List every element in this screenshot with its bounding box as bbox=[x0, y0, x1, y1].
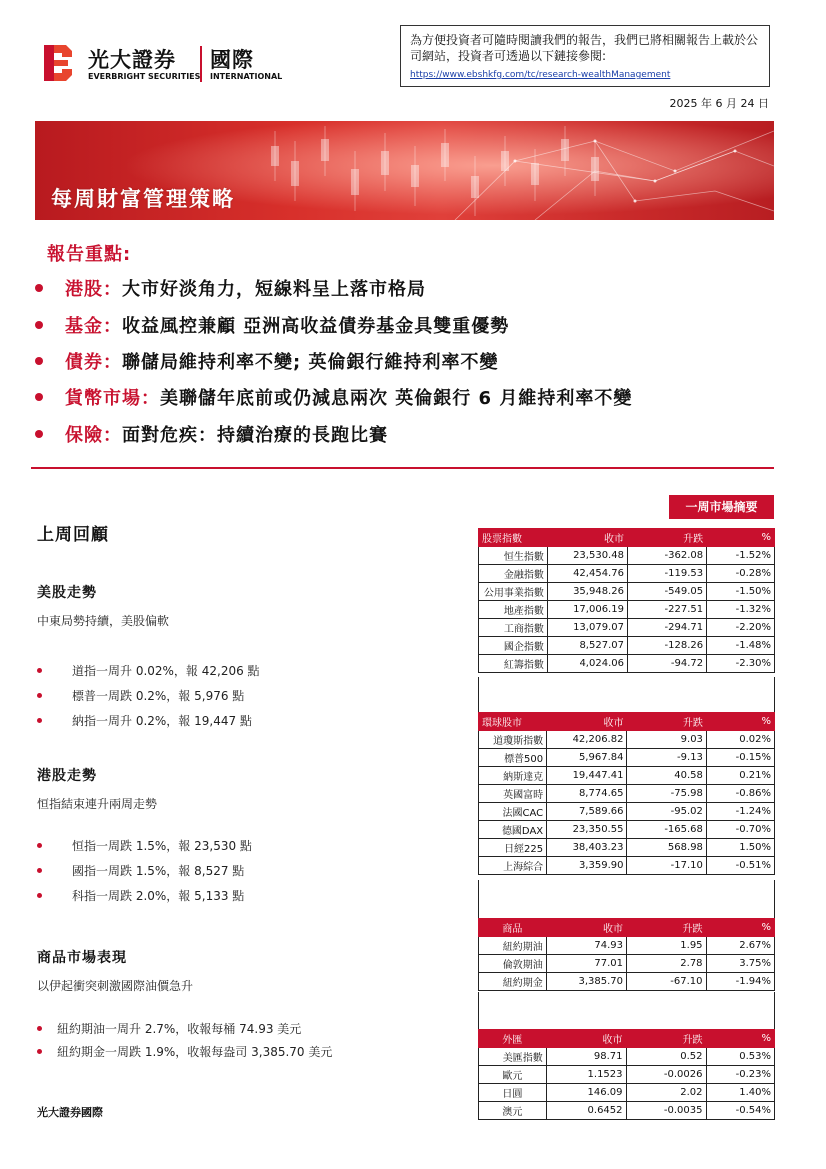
research-link[interactable]: https://www.ebshkfg.com/tc/research-wealthManagement bbox=[410, 70, 671, 80]
table-row: 歐元 1.1523 -0.0026 -0.23% bbox=[479, 1066, 775, 1084]
table-row: 德國DAX 23,350.55 -165.68 -0.70% bbox=[479, 821, 775, 839]
table-row: 倫敦期油 77.01 2.78 3.75% bbox=[479, 955, 775, 973]
hk-bullet: 科指一周跌 2.0%，報 5,133 點 bbox=[37, 887, 244, 904]
commodity-bullet: 紐約期金一周跌 1.9%，收報每盎司 3,385.70 美元 bbox=[37, 1043, 332, 1060]
hk-index-table bbox=[478, 528, 775, 673]
table-row: 美匯指數 98.71 0.52 0.53% bbox=[479, 1048, 775, 1066]
highlights-title: 報告重點: bbox=[47, 244, 132, 265]
section-divider bbox=[31, 467, 774, 469]
table-row: 道瓊斯指數 42,206.82 9.03 0.02% bbox=[479, 731, 775, 749]
highlight-category: 基金： bbox=[65, 316, 122, 337]
table-spacer bbox=[478, 880, 775, 918]
table-row: 公用事業指數 35,948.26 -549.05 -1.50% bbox=[479, 583, 775, 601]
commodity-bullet: 紐約期油一周升 2.7%，收報每桶 74.93 美元 bbox=[37, 1020, 301, 1037]
us-bullet: 納指一周升 0.2%，報 19,447 點 bbox=[37, 712, 252, 729]
logo-cn-right: 國際 bbox=[210, 48, 254, 72]
highlight-item bbox=[35, 421, 388, 447]
table-row: 恒生指數 23,530.48 -362.08 -1.52% bbox=[479, 547, 775, 565]
review-title: 上周回顧 bbox=[37, 525, 109, 545]
highlight-text: 收益風控兼顧 亞洲高收益債券基金具雙重優勢 bbox=[122, 316, 510, 337]
table-header-row: 環球股市 收市 升跌 % bbox=[479, 713, 775, 731]
table-spacer bbox=[478, 992, 775, 1029]
table-row: 紅籌指數 4,024.06 -94.72 -2.30% bbox=[479, 655, 775, 673]
logo-en-right: INTERNATIONAL bbox=[210, 72, 283, 81]
bullet-dot bbox=[35, 393, 43, 401]
table-row: 國企指數 8,527.07 -128.26 -1.48% bbox=[479, 637, 775, 655]
global-index-table bbox=[478, 712, 775, 875]
everbright-logo-icon bbox=[40, 43, 76, 83]
bullet-dot bbox=[35, 430, 43, 438]
table-row: 金融指數 42,454.76 -119.53 -0.28% bbox=[479, 565, 775, 583]
highlight-category: 貨幣市場： bbox=[65, 388, 160, 409]
banner-title: 每周財富管理策略 bbox=[51, 187, 235, 211]
report-date: 2025 年 6 月 24 日 bbox=[669, 97, 769, 110]
table-row: 日圓 146.09 2.02 1.40% bbox=[479, 1084, 775, 1102]
table-header-row: 股票指數 收市 升跌 % bbox=[479, 529, 775, 547]
table-row: 上海綜合 3,359.90 -17.10 -0.51% bbox=[479, 857, 775, 875]
table-spacer bbox=[478, 677, 775, 712]
table-row: 紐約期金 3,385.70 -67.10 -1.94% bbox=[479, 973, 775, 991]
highlight-text: 大市好淡角力，短線料呈上落市格局 bbox=[122, 279, 426, 300]
table-row: 澳元 0.6452 -0.0035 -0.54% bbox=[479, 1102, 775, 1120]
highlight-text: 美聯儲年底前或仍減息兩次 英倫銀行 6 月維持利率不變 bbox=[160, 388, 633, 409]
logo-en-left: EVERBRIGHT SECURITIES bbox=[88, 72, 201, 81]
table-row: 標普500 5,967.84 -9.13 -0.15% bbox=[479, 749, 775, 767]
highlight-text: 面對危疾：持續治療的長跑比賽 bbox=[122, 425, 388, 446]
table-header-row: 商品 收市 升跌 % bbox=[479, 919, 775, 937]
highlight-item bbox=[35, 312, 509, 338]
highlight-category: 債券： bbox=[65, 352, 122, 373]
table-row: 納斯達克 19,447.41 40.58 0.21% bbox=[479, 767, 775, 785]
bullet-dot bbox=[35, 284, 43, 292]
us-stocks-title: 美股走勢 bbox=[37, 585, 97, 601]
us-stocks-desc: 中東局勢持續，美股偏軟 bbox=[37, 614, 170, 628]
fx-table bbox=[478, 1029, 775, 1120]
hk-stocks-title: 港股走勢 bbox=[37, 768, 97, 784]
commodity-table bbox=[478, 918, 775, 991]
table-row: 英國富時 8,774.65 -75.98 -0.86% bbox=[479, 785, 775, 803]
footer-company: 光大證券國際 bbox=[37, 1106, 103, 1119]
table-row: 紐約期油 74.93 1.95 2.67% bbox=[479, 937, 775, 955]
hk-bullet: 國指一周跌 1.5%，報 8,527 點 bbox=[37, 862, 244, 879]
commodity-title: 商品市場表現 bbox=[37, 950, 127, 966]
table-row: 日經225 38,403.23 568.98 1.50% bbox=[479, 839, 775, 857]
us-bullet: 道指一周升 0.02%，報 42,206 點 bbox=[37, 662, 260, 679]
table-row: 地產指數 17,006.19 -227.51 -1.32% bbox=[479, 601, 775, 619]
highlight-item bbox=[35, 275, 426, 301]
logo-cn-left: 光大證券 bbox=[88, 48, 176, 72]
table-row: 工商指數 13,079.07 -294.71 -2.20% bbox=[479, 619, 775, 637]
highlight-text: 聯儲局維持利率不變; 英倫銀行維持利率不變 bbox=[122, 352, 499, 373]
notice-text: 為方便投資者可隨時閱讀我們的報告，我們已將相關報告上載於公司網站，投資者可透過以下鏈接參閱: bbox=[410, 33, 759, 63]
highlight-category: 保險： bbox=[65, 425, 122, 446]
highlight-category: 港股： bbox=[65, 279, 122, 300]
bullet-dot bbox=[35, 357, 43, 365]
report-banner bbox=[35, 121, 774, 220]
table-row: 法國CAC 7,589.66 -95.02 -1.24% bbox=[479, 803, 775, 821]
bullet-dot bbox=[35, 321, 43, 329]
weekly-summary-tag: 一周市場摘要 bbox=[669, 495, 774, 519]
website-notice-box bbox=[400, 25, 770, 87]
table-header-row: 外匯 收市 升跌 % bbox=[479, 1030, 775, 1048]
hk-stocks-desc: 恒指結束連升兩周走勢 bbox=[37, 797, 158, 811]
hk-bullet: 恒指一周跌 1.5%，報 23,530 點 bbox=[37, 837, 252, 854]
commodity-desc: 以伊起衝突刺激國際油價急升 bbox=[37, 979, 194, 993]
us-bullet: 標普一周跌 0.2%，報 5,976 點 bbox=[37, 687, 244, 704]
highlight-item bbox=[35, 348, 498, 374]
highlight-item bbox=[35, 384, 632, 410]
